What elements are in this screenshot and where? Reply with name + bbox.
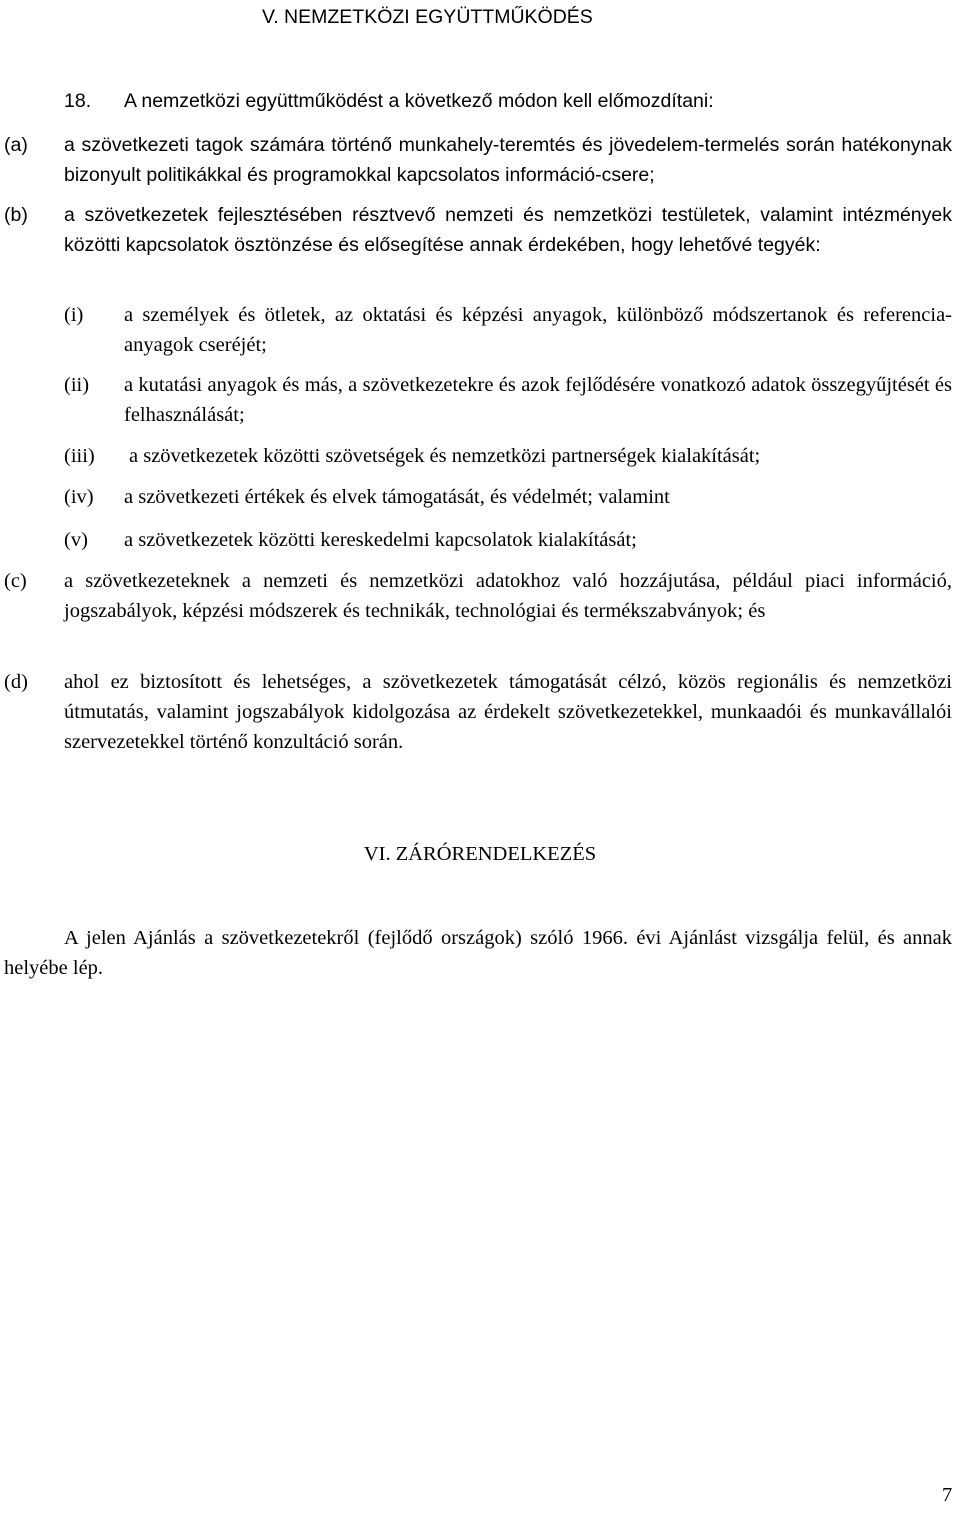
subitem-text-iv: a szövetkezeti értékek és elvek támogatását, és védelmét; valamint xyxy=(124,486,670,508)
item-text-d: ahol ez biztosított és lehetséges, a szövetkezetek támogatását célzó, közös regionális és nemzetközi útmutatás, valamint jogszabályok kidolgozása az érdekelt szövetkezetekkel, munkaadói és munkavállalói szervezetekkel történő konzultáció során. xyxy=(64,671,952,753)
section-heading-v: V. NEMZETKÖZI EGYÜTTMŰKÖDÉS xyxy=(262,6,593,28)
subitem-text-iii: a szövetkezetek közötti szövetségek és nemzetközi partnerségek kialakítását; xyxy=(129,445,761,467)
paragraph-number: 18. xyxy=(64,90,92,112)
page-number: 7 xyxy=(942,1484,953,1506)
subitem-label-v: (v) xyxy=(64,529,88,551)
item-label-a: (a) xyxy=(4,134,28,156)
subitem-text-ii: a kutatási anyagok és más, a szövetkezetekre és azok fejlődésére vonatkozó adatok összegyűjtését és felhasználását; xyxy=(124,374,952,426)
item-text-a: a szövetkezeti tagok számára történő munkahely-teremtés és jövedelem-termelés során hatékonynak bizonyult politikákkal és programokkal kapcsolatos információ-csere; xyxy=(64,134,952,186)
subitem-label-ii: (ii) xyxy=(64,374,90,396)
subitem-text-i: a személyek és ötletek, az oktatási és képzési anyagok, különböző módszertanok és referencia-anyagok cseréjét; xyxy=(124,304,952,356)
subitem-label-iv: (iv) xyxy=(64,486,94,508)
item-text-c: a szövetkezeteknek a nemzeti és nemzetközi adatokhoz való hozzájutása, például piaci információ, jogszabályok, képzési módszerek és technikák, technológiai és termékszabványok; és xyxy=(64,570,952,622)
closing-paragraph: A jelen Ajánlás a szövetkezetekről (fejlődő országok) szóló 1966. évi Ajánlást vizsgálja felül, és annak helyébe lép. xyxy=(4,927,952,979)
subitem-text-v: a szövetkezetek közötti kereskedelmi kapcsolatok kialakítását; xyxy=(124,529,637,551)
subitem-label-iii: (iii) xyxy=(64,445,95,467)
paragraph-intro: A nemzetközi együttműködést a következő módon kell előmozdítani: xyxy=(124,90,714,112)
subitem-label-i: (i) xyxy=(64,304,84,326)
section-heading-vi: VI. ZÁRÓRENDELKEZÉS xyxy=(363,843,597,865)
item-label-b: (b) xyxy=(4,204,28,226)
item-text-b: a szövetkezetek fejlesztésében résztvevő nemzeti és nemzetközi testületek, valamint intézmények közötti kapcsolatok ösztönzése és elősegítése annak érdekében, hogy lehetővé tegyék: xyxy=(64,204,952,256)
item-label-c: (c) xyxy=(4,570,27,592)
item-label-d: (d) xyxy=(4,671,28,693)
